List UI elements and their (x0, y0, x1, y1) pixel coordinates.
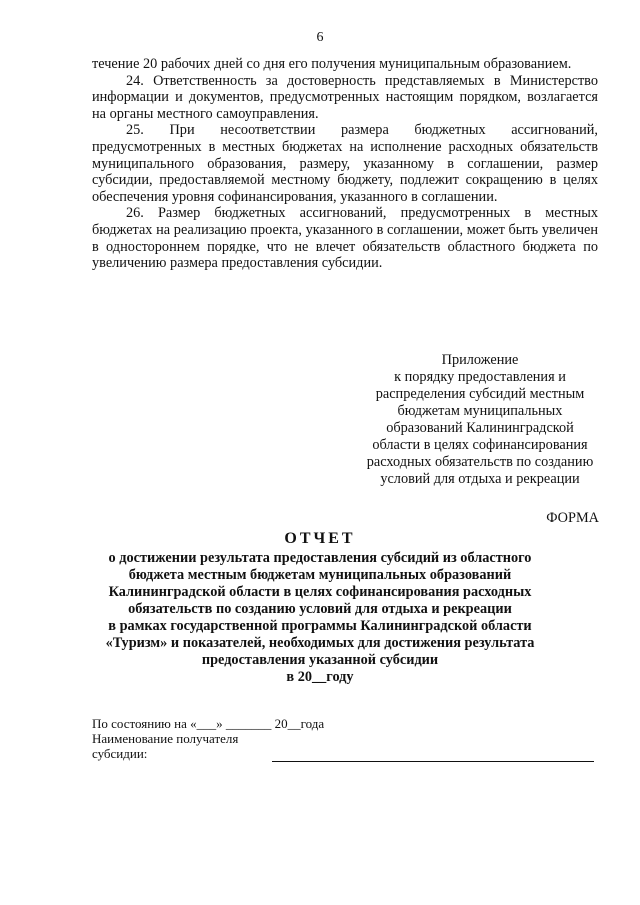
appendix-line: условий для отдыха и рекреации (380, 471, 580, 487)
subtitle-line: бюджета местным бюджетам муниципальных образований (128, 567, 512, 583)
text-line: 25. При несоответствии размера бюджетных ассигнований, (126, 122, 598, 139)
recipient-label-cont: субсидии: (92, 746, 148, 761)
subtitle-line: обязательств по созданию условий для отдыха и рекреации (128, 601, 512, 617)
text-line: указанного в соглашении. (340, 188, 498, 205)
subtitle-line: Калининградской области в целях софинансирования расходных (108, 584, 532, 600)
appendix-line: Приложение (441, 352, 519, 368)
paragraph-continuation (92, 56, 598, 73)
text-line: увеличен в одностороннем порядке, что не влечет обязательств областного (92, 221, 599, 255)
appendix-block (335, 352, 625, 488)
appendix-line: распределения субсидий местным (375, 386, 585, 402)
forma-label: ФОРМА (546, 510, 599, 526)
text-line: обязательств муниципального образования, размеру, указанному в (92, 138, 598, 172)
paragraph-26 (92, 205, 598, 271)
text-line: возлагается на органы местного самоуправления. (92, 89, 598, 122)
paragraph-25 (92, 122, 598, 205)
recipient-label: Наименование получателя (92, 731, 239, 746)
text-line: 24. Ответственность за достоверность представляемых в Министерство (126, 72, 598, 89)
report-title: ОТЧЕТ (284, 530, 356, 547)
date-field[interactable]: По состоянию на «___» _______ 20__года (92, 716, 325, 731)
text-line: 26. Размер бюджетных ассигнований, предусмотренных в местных (126, 205, 598, 222)
text-line: бюджетах на реализацию проекта, указанного в соглашении, может быть (92, 221, 539, 238)
appendix-line: образований Калининградской (386, 420, 574, 436)
text-line: образованием. (483, 56, 572, 72)
body-text (92, 56, 598, 272)
appendix-line: области в целях софинансирования (372, 437, 588, 453)
subtitle-line: «Туризм» и показателей, необходимых для достижения результата (105, 635, 535, 651)
paragraph-24 (92, 73, 598, 123)
page-number: 6 (316, 30, 324, 45)
appendix-line: расходных обязательств по созданию (366, 454, 594, 470)
text-line: информации и документов, предусмотренных настоящим порядком, (92, 89, 521, 106)
report-subtitle (60, 550, 580, 686)
appendix-line: бюджетам муниципальных (397, 403, 563, 419)
text-line: соглашении, размер субсидии, предоставляемой местному бюджету, (92, 155, 598, 189)
text-line: течение 20 рабочих дней со дня его получения муниципальным (92, 56, 480, 72)
subtitle-line: предоставления указанной субсидии (201, 652, 439, 668)
subtitle-line: в 20__году (286, 669, 354, 685)
subtitle-line: в рамках государственной программы Калининградской области (108, 618, 532, 634)
appendix-line: к порядку предоставления и (394, 369, 566, 385)
text-line: бюджета по увеличению размера предоставления субсидии. (92, 238, 598, 272)
form-fields (92, 716, 324, 761)
text-line: предусмотренных в местных бюджетах на исполнение расходных (92, 138, 514, 155)
subtitle-line: о достижении результата предоставления субсидий из областного (108, 550, 532, 566)
recipient-name-field[interactable] (272, 761, 594, 762)
text-line: подлежит сокращению в целях обеспечения уровня софинансирования, (92, 172, 599, 205)
